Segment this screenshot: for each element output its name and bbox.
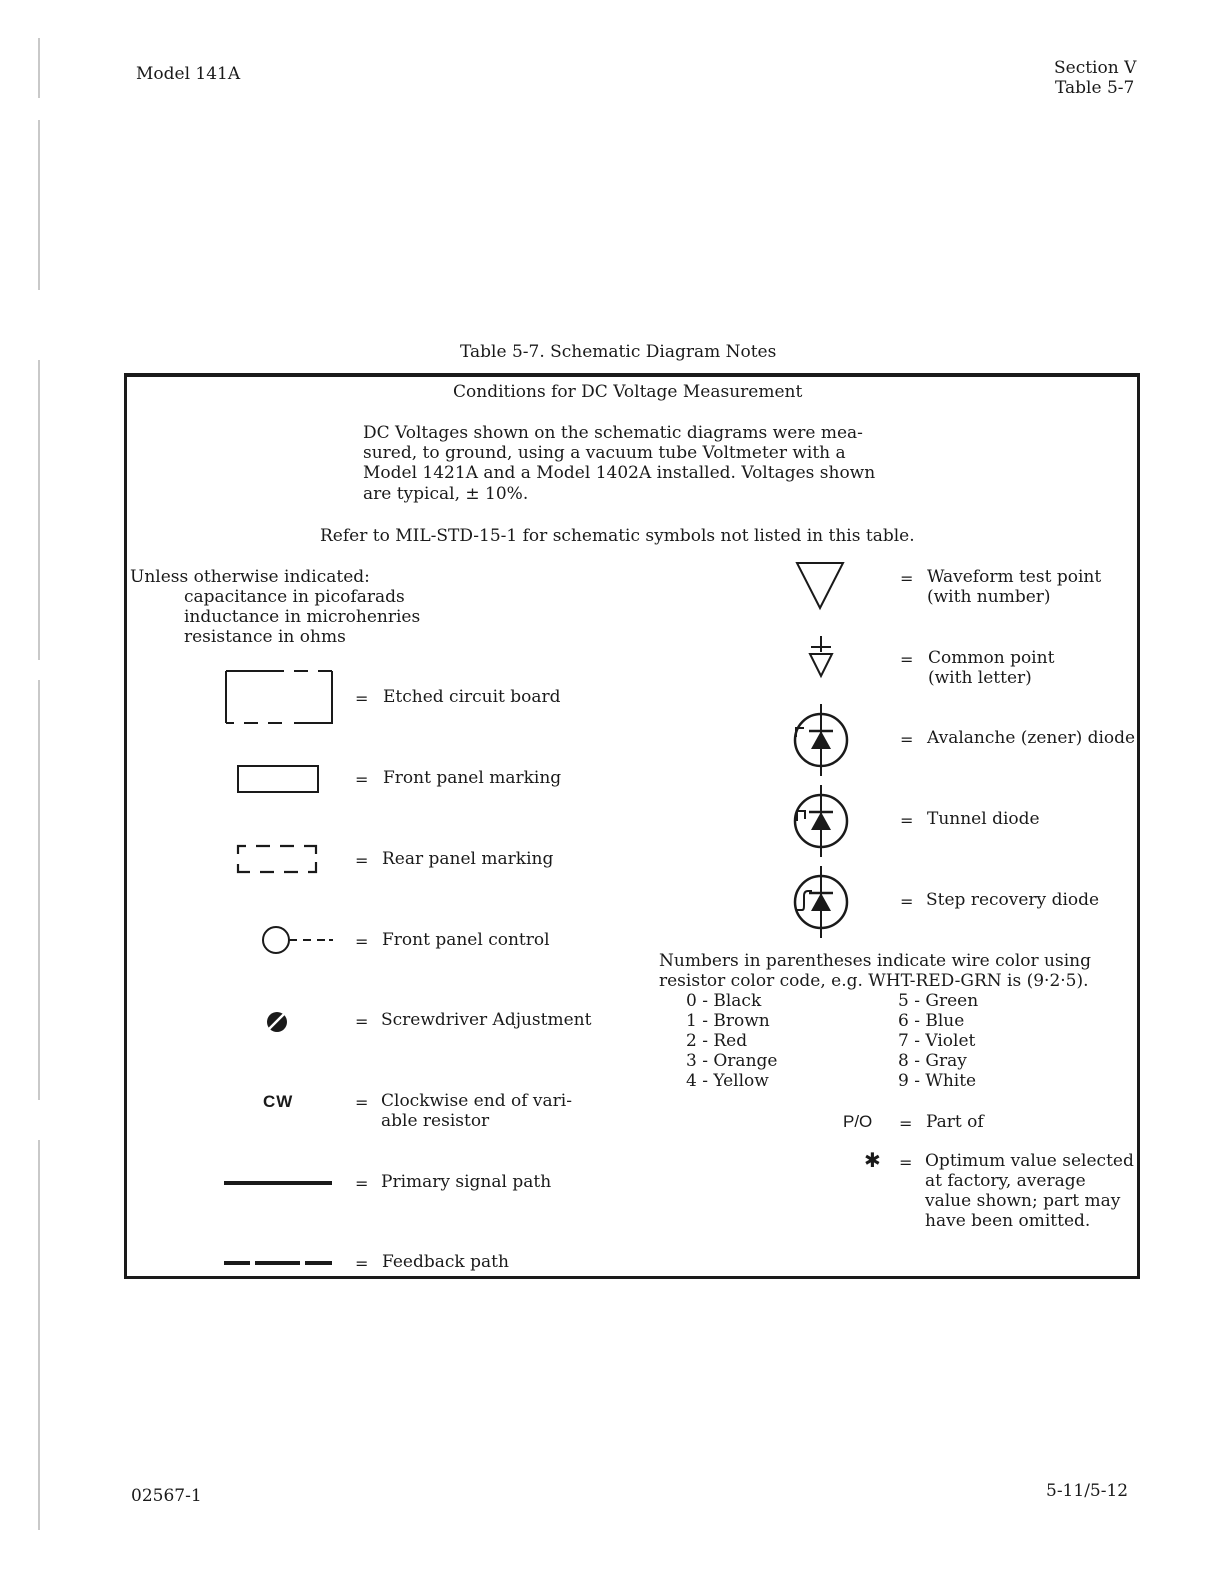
header-model: Model 141A — [136, 64, 241, 84]
color-code-item: 9 - White — [898, 1071, 977, 1091]
feedback-path-icon — [222, 1259, 334, 1267]
tunnel-diode-label: Tunnel diode — [927, 809, 1040, 829]
primary-signal-path-icon — [222, 1179, 334, 1187]
margin-line — [38, 680, 40, 1100]
wire-color-note: resistor color code, e.g. WHT-RED-GRN is (9·2·5). — [659, 971, 1089, 991]
color-code-item: 4 - Yellow — [686, 1071, 769, 1091]
asterisk-label: Optimum value selected — [925, 1151, 1134, 1171]
asterisk-label: value shown; part may — [925, 1191, 1121, 1211]
equals-sign: = — [355, 932, 369, 951]
conditions-line: DC Voltages shown on the schematic diagrams were mea- — [363, 423, 863, 443]
conditions-line: are typical, ± 10%. — [363, 484, 529, 504]
color-code-item: 5 - Green — [898, 991, 979, 1011]
unless-line: inductance in microhenries — [184, 607, 421, 627]
header-table-ref: Table 5-7 — [1055, 78, 1135, 98]
zener-diode-icon — [790, 702, 852, 778]
common-point-label: (with letter) — [928, 668, 1032, 688]
part-of-symbol: P/O — [843, 1112, 873, 1131]
equals-sign: = — [355, 1093, 369, 1112]
margin-line — [38, 120, 40, 290]
equals-sign: = — [355, 1174, 369, 1193]
margin-line — [38, 360, 40, 660]
color-code-item: 6 - Blue — [898, 1011, 965, 1031]
equals-sign: = — [355, 770, 369, 789]
color-code-item: 1 - Brown — [686, 1011, 770, 1031]
color-code-item: 3 - Orange — [686, 1051, 778, 1071]
part-of-label: Part of — [926, 1112, 984, 1132]
step-recovery-diode-label: Step recovery diode — [926, 890, 1100, 910]
equals-sign: = — [355, 1254, 369, 1273]
conditions-title: Conditions for DC Voltage Measurement — [453, 382, 803, 402]
wire-color-note: Numbers in parentheses indicate wire color using — [659, 951, 1091, 971]
waveform-test-point-icon — [795, 561, 847, 611]
primary-signal-path-label: Primary signal path — [381, 1172, 552, 1192]
common-point-label: Common point — [928, 648, 1055, 668]
equals-sign: = — [355, 689, 369, 708]
equals-sign: = — [900, 811, 914, 830]
equals-sign: = — [900, 730, 914, 749]
refer-note: Refer to MIL-STD-15-1 for schematic symbols not listed in this table. — [320, 526, 915, 546]
footer-page-number: 5-11/5-12 — [1046, 1481, 1129, 1501]
asterisk-symbol: ✱ — [864, 1150, 881, 1172]
conditions-line: sured, to ground, using a vacuum tube Voltmeter with a — [363, 443, 846, 463]
asterisk-label: at factory, average — [925, 1171, 1086, 1191]
rear-panel-marking-label: Rear panel marking — [382, 849, 554, 869]
front-panel-control-icon — [261, 925, 337, 957]
cw-label-line: able resistor — [381, 1111, 490, 1131]
step-recovery-diode-icon — [790, 864, 852, 940]
conditions-line: Model 1421A and a Model 1402A installed. Voltages shown — [363, 463, 876, 483]
unless-line: capacitance in picofarads — [184, 587, 405, 607]
feedback-path-label: Feedback path — [382, 1252, 509, 1272]
waveform-test-point-label: (with number) — [927, 587, 1051, 607]
common-point-icon — [806, 634, 838, 680]
color-code-item: 7 - Violet — [898, 1031, 976, 1051]
color-code-item: 8 - Gray — [898, 1051, 967, 1071]
cw-label-line: Clockwise end of vari- — [381, 1091, 572, 1111]
screwdriver-adjustment-icon — [265, 1010, 289, 1034]
equals-sign: = — [355, 1012, 369, 1031]
table-caption: Table 5-7. Schematic Diagram Notes — [460, 342, 777, 362]
etched-circuit-board-label: Etched circuit board — [383, 687, 561, 707]
color-code-item: 0 - Black — [686, 991, 762, 1011]
color-code-item: 2 - Red — [686, 1031, 748, 1051]
margin-line — [38, 1140, 40, 1530]
tunnel-diode-icon — [790, 783, 852, 859]
screwdriver-adjustment-label: Screwdriver Adjustment — [381, 1010, 592, 1030]
equals-sign: = — [899, 1153, 913, 1172]
etched-circuit-board-icon — [224, 669, 334, 725]
equals-sign: = — [900, 569, 914, 588]
footer-doc-number: 02567-1 — [131, 1486, 202, 1506]
equals-sign: = — [899, 1114, 913, 1133]
zener-diode-label: Avalanche (zener) diode — [927, 728, 1136, 748]
front-panel-marking-label: Front panel marking — [383, 768, 562, 788]
waveform-test-point-label: Waveform test point — [927, 567, 1102, 587]
front-panel-marking-icon — [237, 765, 321, 795]
equals-sign: = — [900, 650, 914, 669]
header-section: Section V — [1054, 58, 1137, 78]
rear-panel-marking-icon — [236, 844, 320, 874]
equals-sign: = — [355, 851, 369, 870]
unless-heading: Unless otherwise indicated: — [130, 567, 370, 587]
equals-sign: = — [900, 892, 914, 911]
front-panel-control-label: Front panel control — [382, 930, 550, 950]
asterisk-label: have been omitted. — [925, 1211, 1091, 1231]
margin-line — [38, 38, 40, 98]
cw-symbol: CW — [263, 1092, 294, 1111]
unless-line: resistance in ohms — [184, 627, 346, 647]
